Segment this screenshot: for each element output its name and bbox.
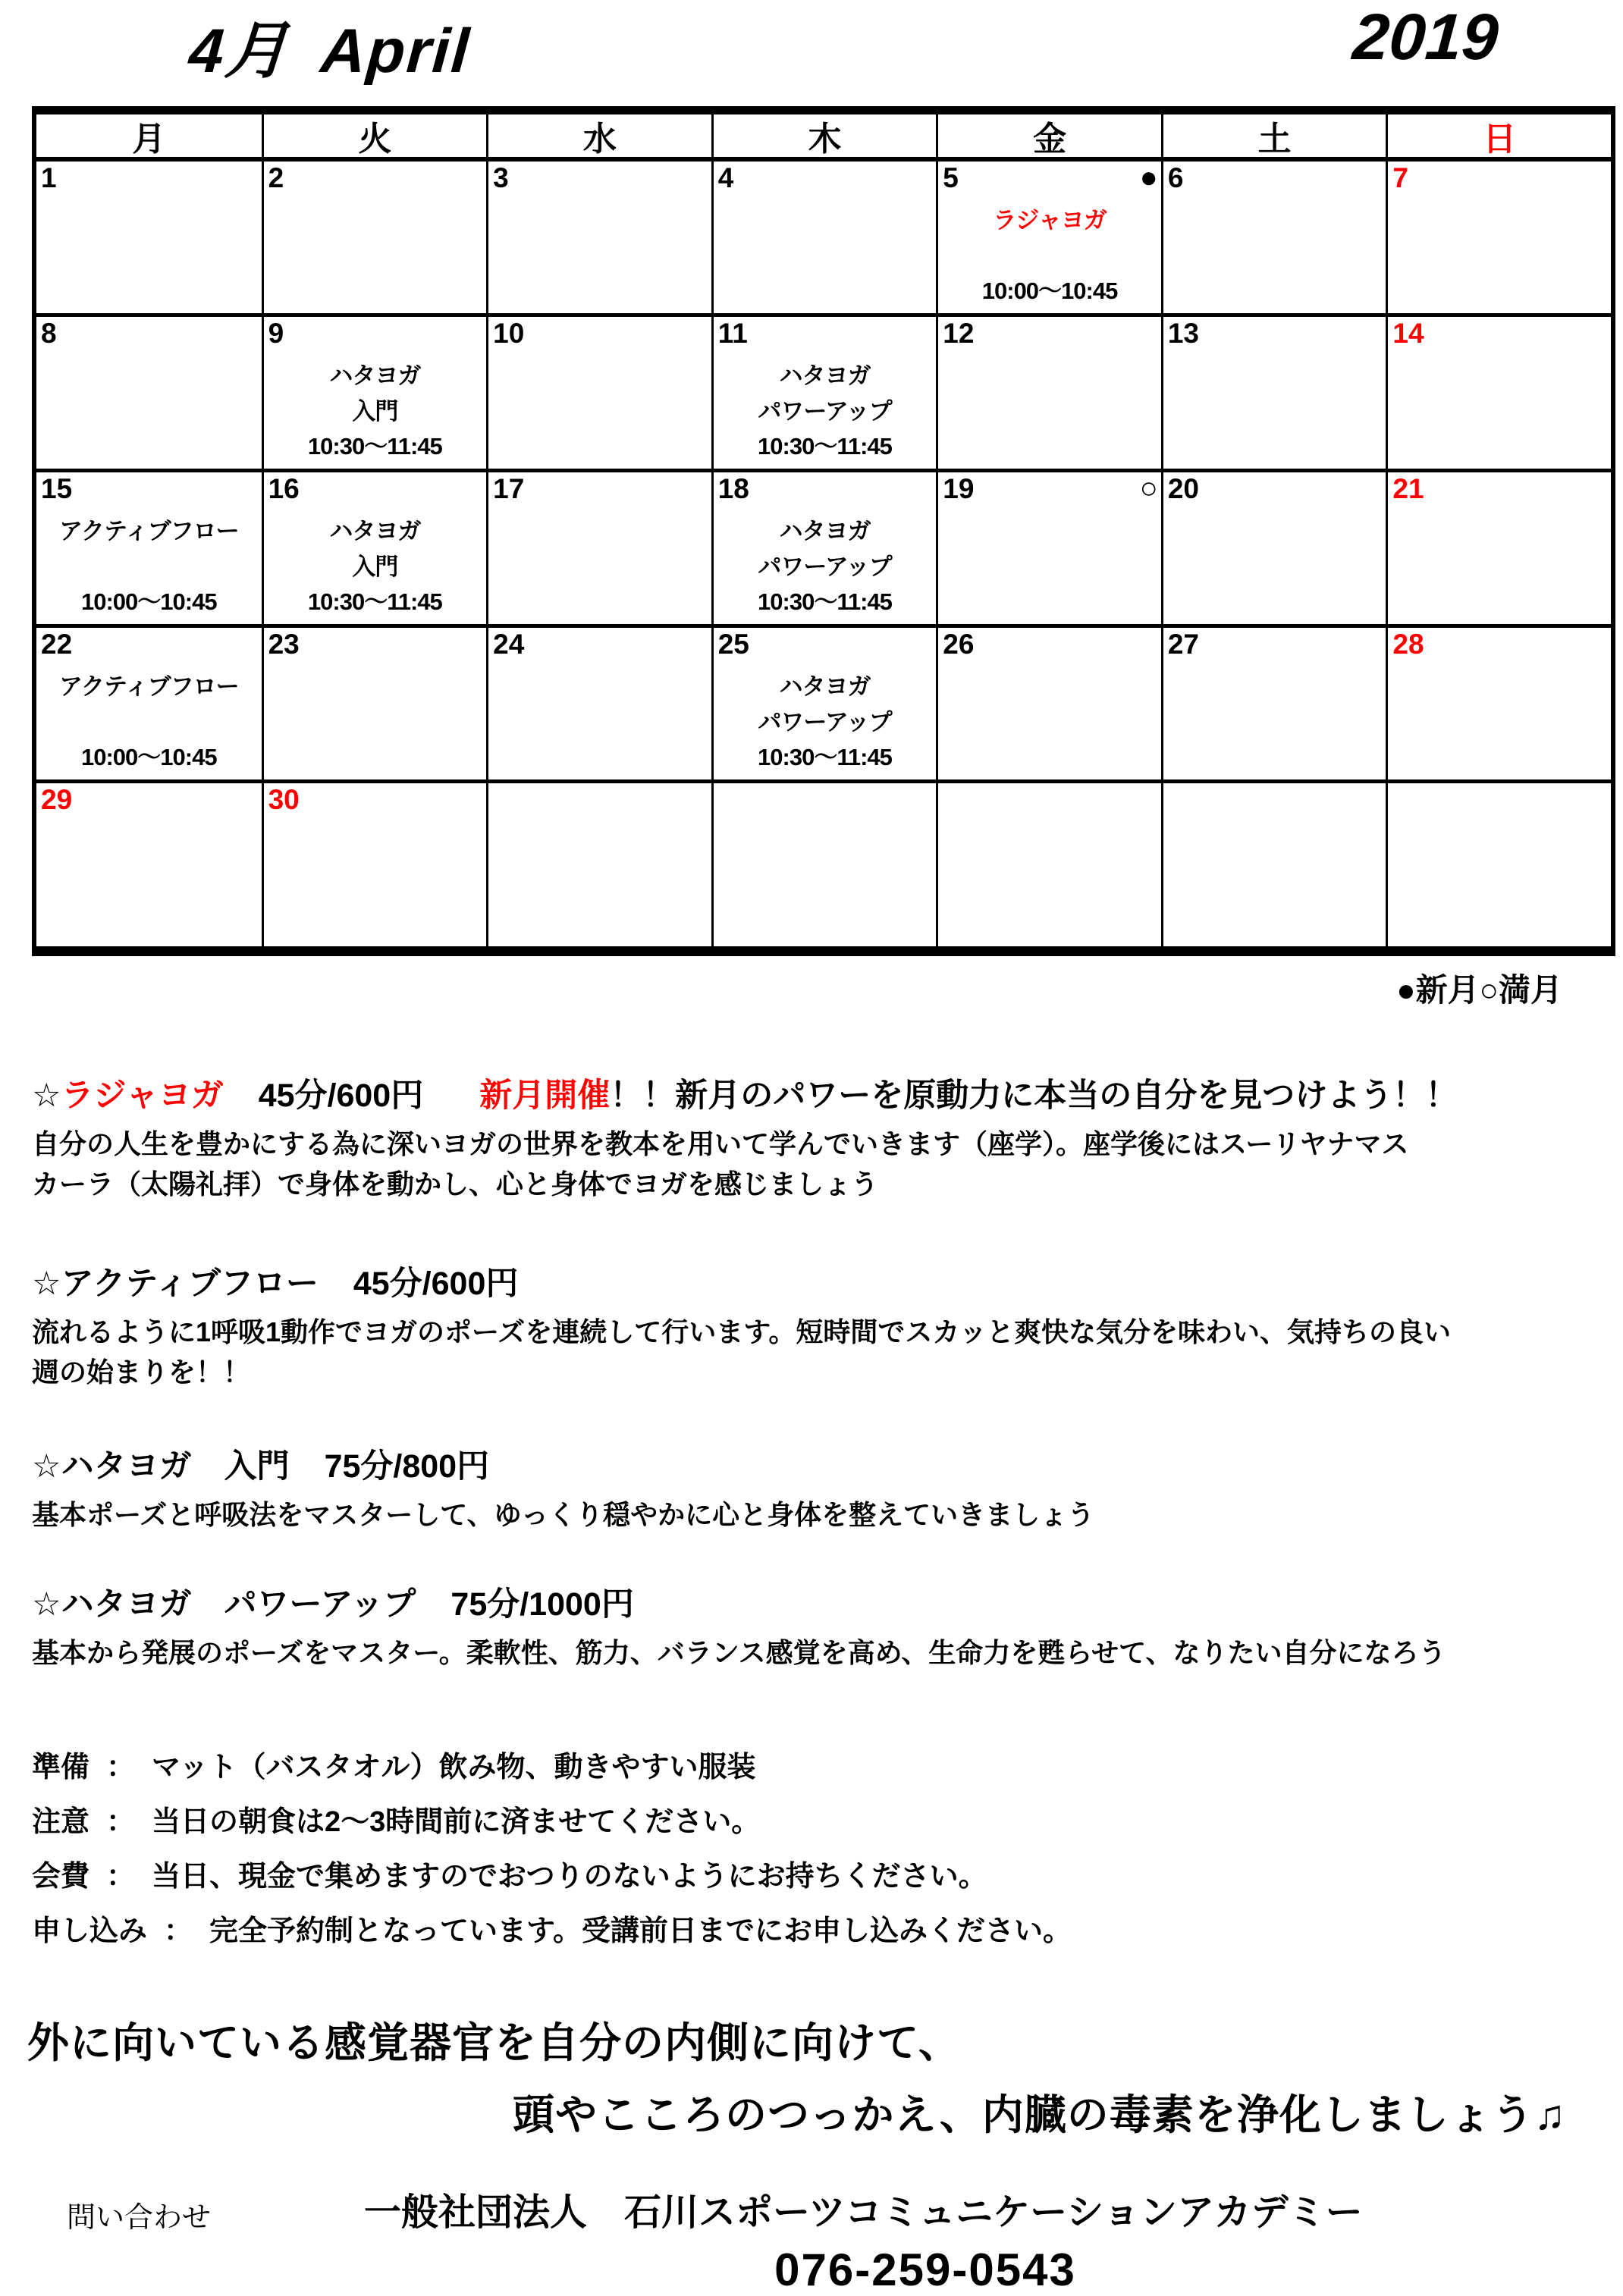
event-title: ハタヨガ xyxy=(329,362,421,389)
weekday-header-sun: 日 xyxy=(1386,114,1611,162)
event xyxy=(39,512,259,616)
calendar-cell-9 xyxy=(262,317,487,472)
day-number: 4 xyxy=(717,162,734,193)
slogan-block xyxy=(27,2009,1623,2141)
note-label: 準備 xyxy=(32,1751,90,1783)
event-title: ラジャヨガ xyxy=(993,207,1107,234)
calendar-cell-1 xyxy=(36,162,262,317)
calendar-cell-empty xyxy=(1161,783,1386,946)
event-time: 10:30～11:45 xyxy=(758,588,892,615)
section-hatayoga-powerup-header xyxy=(32,1579,1623,1625)
event-time: 10:30～11:45 xyxy=(758,433,892,460)
day-number: 11 xyxy=(717,318,748,349)
note-text: 当日の朝食は2～3時間前に済ませてください。 xyxy=(152,1805,761,1838)
contact-label: 問い合わせ xyxy=(67,2201,212,2234)
event-subtitle: パワーアップ xyxy=(758,553,892,580)
note-label: 注意 xyxy=(32,1805,90,1838)
event-subtitle: パワーアップ xyxy=(758,397,892,425)
star-icon: ☆ xyxy=(32,1586,61,1623)
day-number: 22 xyxy=(41,629,73,660)
class-name: ハタヨガ パワーアップ xyxy=(61,1586,416,1623)
note-colon: ： xyxy=(106,1805,136,1838)
day-number: 14 xyxy=(1392,318,1424,349)
calendar-cell-empty xyxy=(711,783,937,946)
day-number: 12 xyxy=(943,318,975,349)
event-time: 10:30～11:45 xyxy=(307,588,442,615)
event xyxy=(717,512,934,616)
day-number: 23 xyxy=(268,629,300,660)
calendar-cell-19 xyxy=(936,472,1161,628)
event-subtitle: パワーアップ xyxy=(758,708,892,736)
calendar-cell-6 xyxy=(1161,162,1386,317)
event-time: 10:30～11:45 xyxy=(758,744,892,770)
class-name: アクティブフロー xyxy=(61,1265,319,1302)
class-price: 75分/1000円 xyxy=(450,1586,634,1623)
calendar-cell-29 xyxy=(36,783,262,946)
day-number: 19 xyxy=(943,473,975,504)
section-rajayoga-header xyxy=(32,1070,1623,1116)
note-label: 会費 xyxy=(32,1860,90,1893)
calendar-cell-22 xyxy=(36,628,262,783)
title-month-jp: 4月 xyxy=(187,17,292,86)
class-price: 45分/600円 xyxy=(353,1265,519,1302)
weekday-header-mon: 月 xyxy=(36,114,262,162)
note-preparation xyxy=(32,1743,1623,1785)
weekday-header-tue: 火 xyxy=(262,114,487,162)
calendar-cell-24 xyxy=(486,628,711,783)
note-label: 申し込み xyxy=(32,1915,148,1947)
event-title: ハタヨガ xyxy=(779,518,871,544)
calendar-grid xyxy=(32,106,1615,956)
day-number: 7 xyxy=(1392,162,1408,193)
calendar-cell-17 xyxy=(486,472,711,628)
calendar-cell-26 xyxy=(936,628,1161,783)
day-number: 18 xyxy=(717,473,749,504)
event-title: ハタヨガ xyxy=(329,518,421,544)
day-number: 8 xyxy=(41,318,57,349)
calendar-cell-8 xyxy=(36,317,262,472)
contact-phone: 076-259-0543 xyxy=(774,2244,1076,2295)
day-number: 2 xyxy=(268,162,284,193)
calendar-cell-27 xyxy=(1161,628,1386,783)
contact-organization: 一般社団法人 石川スポーツコミュニケーションアカデミー xyxy=(364,2191,1363,2233)
class-name: ラジャヨガ xyxy=(61,1077,224,1114)
full-moon-icon: ○ xyxy=(1139,472,1158,505)
star-icon: ☆ xyxy=(32,1448,61,1485)
calendar-cell-23 xyxy=(262,628,487,783)
day-number: 27 xyxy=(1167,629,1199,660)
title-row xyxy=(0,0,1623,106)
class-name: ハタヨガ 入門 xyxy=(61,1448,290,1485)
body-line: 基本から発展のポーズをマスター。柔軟性、筋力、バランス感覚を高め、生命力を甦らせて、なりたい自分になろう xyxy=(32,1637,1446,1669)
section-activeflow-header xyxy=(32,1258,1623,1304)
day-number: 16 xyxy=(268,473,300,504)
body-line: 週の始まりを！！ xyxy=(32,1356,251,1388)
body-line: 自分の人生を豊かにする為に深いヨガの世界を教本を用いて学んでいきます（座学）。座学後にはスーリヤナマス xyxy=(32,1128,1409,1159)
body-line: 基本ポーズと呼吸法をマスターして、ゆっくり穏やかに心と身体を整えていきましょう xyxy=(32,1499,1095,1531)
day-number: 21 xyxy=(1392,473,1424,504)
section-hatayoga-beginner-header xyxy=(32,1441,1623,1487)
section-activeflow-body xyxy=(32,1312,1594,1393)
day-number: 6 xyxy=(1167,162,1184,193)
note-colon: ： xyxy=(164,1915,193,1947)
note-application xyxy=(32,1907,1623,1949)
calendar-cell-30 xyxy=(262,783,487,946)
event-time: 10:30～11:45 xyxy=(307,433,442,460)
day-number: 15 xyxy=(41,473,73,504)
day-number: 13 xyxy=(1167,318,1199,349)
section-rajayoga-body xyxy=(32,1124,1594,1205)
calendar-cell-11 xyxy=(711,317,937,472)
promo-text: 新月開催 xyxy=(479,1077,611,1114)
note-caution xyxy=(32,1798,1623,1840)
slogan-line-1: 外に向いている感覚器官を自分の内側に向けて、 xyxy=(27,2018,961,2066)
event xyxy=(941,201,1158,306)
event-time: 10:00～10:45 xyxy=(80,588,217,615)
weekday-header-thu: 木 xyxy=(711,114,937,162)
day-number: 25 xyxy=(717,629,749,660)
calendar-cell-20 xyxy=(1161,472,1386,628)
section-hatayoga-powerup xyxy=(32,1579,1623,1673)
calendar-cell-2 xyxy=(262,162,487,317)
calendar-cell-empty xyxy=(936,783,1161,946)
section-hatayoga-powerup-body xyxy=(32,1633,1594,1673)
day-number: 10 xyxy=(493,318,525,349)
calendar-cell-28 xyxy=(1386,628,1611,783)
day-number: 3 xyxy=(493,162,509,193)
calendar-cell-7 xyxy=(1386,162,1611,317)
note-text: 当日、現金で集めますのでおつりのないようにお持ちください。 xyxy=(152,1860,987,1893)
class-price: 75分/800円 xyxy=(324,1448,490,1485)
notes-block xyxy=(32,1743,1623,1949)
event-time: 10:00～10:45 xyxy=(80,744,217,770)
section-rajayoga xyxy=(32,1070,1623,1205)
calendar-cell-25 xyxy=(711,628,937,783)
day-number: 17 xyxy=(493,473,525,504)
event xyxy=(717,356,934,461)
event-subtitle: 入門 xyxy=(352,397,398,425)
event-title: アクティブフロー xyxy=(58,518,239,544)
title-month-en: April xyxy=(318,17,473,86)
contact-block xyxy=(0,2183,1623,2296)
page-title xyxy=(187,2,474,90)
event-title: ハタヨガ xyxy=(779,362,871,389)
tagline: ！！新月のパワーを原動力に本当の自分を見つけよう！！ xyxy=(610,1077,1458,1114)
calendar-cell-16 xyxy=(262,472,487,628)
note-colon: ： xyxy=(106,1751,136,1783)
star-icon: ☆ xyxy=(32,1265,61,1302)
day-number: 24 xyxy=(493,629,525,660)
event xyxy=(717,667,934,772)
day-number: 5 xyxy=(943,162,959,193)
body-line: カーラ（太陽礼拝）で身体を動かし、心と身体でヨガを感じましょう xyxy=(32,1168,879,1200)
section-hatayoga-beginner-body xyxy=(32,1495,1594,1535)
calendar-cell-13 xyxy=(1161,317,1386,472)
event-subtitle: 入門 xyxy=(352,553,398,580)
weekday-header-wed: 水 xyxy=(486,114,711,162)
event-title: アクティブフロー xyxy=(58,673,239,700)
calendar-cell-18 xyxy=(711,472,937,628)
slogan-line-2: 頭やこころのつっかえ、内臓の毒素を浄化しましょう♫ xyxy=(513,2091,1567,2138)
calendar-cell-14 xyxy=(1386,317,1611,472)
calendar-cell-empty xyxy=(486,783,711,946)
calendar-cell-15 xyxy=(36,472,262,628)
note-colon: ： xyxy=(106,1860,136,1893)
moon-legend: ●新月○満月 xyxy=(1396,972,1562,1008)
body-line: 流れるように1呼吸1動作でヨガのポーズを連続して行います。短時間でスカッと爽快な気分を味わい、気持ちの良い xyxy=(32,1316,1452,1347)
weekday-header-fri: 金 xyxy=(936,114,1161,162)
section-hatayoga-beginner xyxy=(32,1441,1623,1535)
day-number: 9 xyxy=(268,318,284,349)
calendar-cell-empty xyxy=(1386,783,1611,946)
calendar-cell-12 xyxy=(936,317,1161,472)
event-time: 10:00～10:45 xyxy=(981,278,1118,304)
new-moon-icon: ● xyxy=(1139,161,1158,194)
note-fee xyxy=(32,1852,1623,1894)
event xyxy=(267,512,484,616)
day-number: 26 xyxy=(943,629,975,660)
weekday-header-sat: 土 xyxy=(1161,114,1386,162)
day-number: 1 xyxy=(41,162,57,193)
calendar-cell-10 xyxy=(486,317,711,472)
class-price: 45分/600円 xyxy=(258,1077,424,1114)
note-text: 完全予約制となっています。受講前日までにお申し込みください。 xyxy=(209,1915,1072,1947)
event-title: ハタヨガ xyxy=(779,673,871,700)
event xyxy=(39,667,259,772)
day-number: 20 xyxy=(1167,473,1199,504)
day-number: 30 xyxy=(268,784,300,815)
day-number: 28 xyxy=(1392,629,1424,660)
calendar-cell-21 xyxy=(1386,472,1611,628)
title-year: 2019 xyxy=(1350,1,1501,74)
event xyxy=(267,356,484,461)
note-text: マット（バスタオル）飲み物、動きやすい服装 xyxy=(152,1751,756,1783)
section-activeflow xyxy=(32,1258,1623,1393)
star-icon: ☆ xyxy=(32,1077,61,1114)
calendar-cell-3 xyxy=(486,162,711,317)
calendar-cell-5 xyxy=(936,162,1161,317)
day-number: 29 xyxy=(41,784,73,815)
calendar-cell-4 xyxy=(711,162,937,317)
